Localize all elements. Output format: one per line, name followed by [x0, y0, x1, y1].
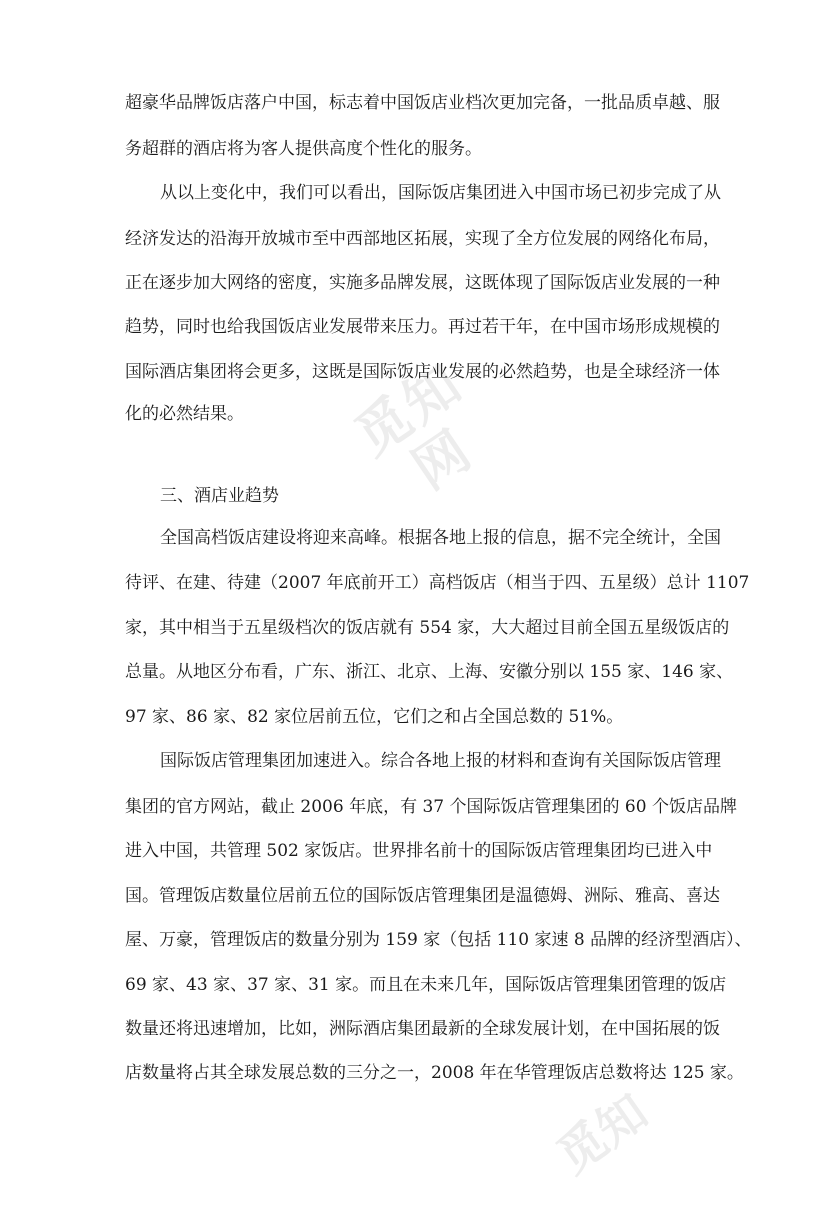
text-line-5: 正在逐步加大网络的密度，实施多品牌发展，这既体现了国际饭店业发展的一种: [125, 273, 720, 293]
text-line-10: 全国高档饭店建设将迎来高峰。根据各地上报的信息，据不完全统计，全国: [160, 528, 721, 548]
text-line-13: 总量。从地区分布看，广东、浙江、北京、上海、安徽分别以 155 家、146 家、: [125, 662, 734, 682]
text-line-2: 务超群的酒店将为客人提供高度个性化的服务。: [125, 139, 482, 159]
text-line-20: 69 家、43 家、37 家、31 家。而且在未来几年，国际饭店管理集团管理的饭店: [125, 975, 727, 995]
text-line-12: 家，其中相当于五星级档次的饭店就有 554 家，大大超过目前全国五星级饭店的: [125, 618, 730, 638]
text-line-22: 店数量将占其全球发展总数的三分之一，2008 年在华管理饭店总数将达 125 家。: [125, 1063, 744, 1083]
text-line-11: 待评、在建、待建（2007 年底前开工）高档饭店（相当于四、五星级）总计 1107: [125, 573, 750, 593]
text-line-16: 集团的官方网站，截止 2006 年底，有 37 个国际饭店管理集团的 60 个饭店品牌: [125, 797, 737, 817]
text-line-3: 从以上变化中，我们可以看出，国际饭店集团进入中国市场已初步完成了从: [160, 183, 721, 203]
text-line-1: 超豪华品牌饭店落户中国，标志着中国饭店业档次更加完备，一批品质卓越、服: [125, 93, 720, 113]
text-line-7: 国际酒店集团将会更多，这既是国际饭店业发展的必然趋势，也是全球经济一体: [125, 362, 720, 382]
watermark-bottom: 觅知: [547, 1083, 658, 1185]
section-title: 三、酒店业趋势: [160, 486, 279, 506]
text-line-14: 97 家、86 家、82 家位居前五位，它们之和占全国总数的 51%。: [125, 707, 624, 727]
text-line-4: 经济发达的沿海开放城市至中西部地区拓展，实现了全方位发展的网络化布局，: [125, 229, 720, 249]
text-line-6: 趋势，同时也给我国饭店业发展带来压力。再过若干年，在中国市场形成规模的: [125, 317, 720, 337]
text-line-18: 国。管理饭店数量位居前五位的国际饭店管理集团是温德姆、洲际、雅高、喜达: [125, 886, 720, 906]
watermark: 觅知网: [343, 350, 485, 502]
text-line-17: 进入中国，共管理 502 家饭店。世界排名前十的国际饭店管理集团均已进入中: [125, 841, 713, 861]
text-line-15: 国际饭店管理集团加速进入。综合各地上报的材料和查询有关国际饭店管理: [160, 751, 721, 771]
text-line-21: 数量还将迅速增加，比如，洲际酒店集团最新的全球发展计划，在中国拓展的饭: [125, 1019, 720, 1039]
text-line-19: 屋、万豪，管理饭店的数量分别为 159 家（包括 110 家速 8 品牌的经济型酒店）、: [125, 930, 752, 950]
text-line-8: 化的必然结果。: [125, 404, 244, 424]
